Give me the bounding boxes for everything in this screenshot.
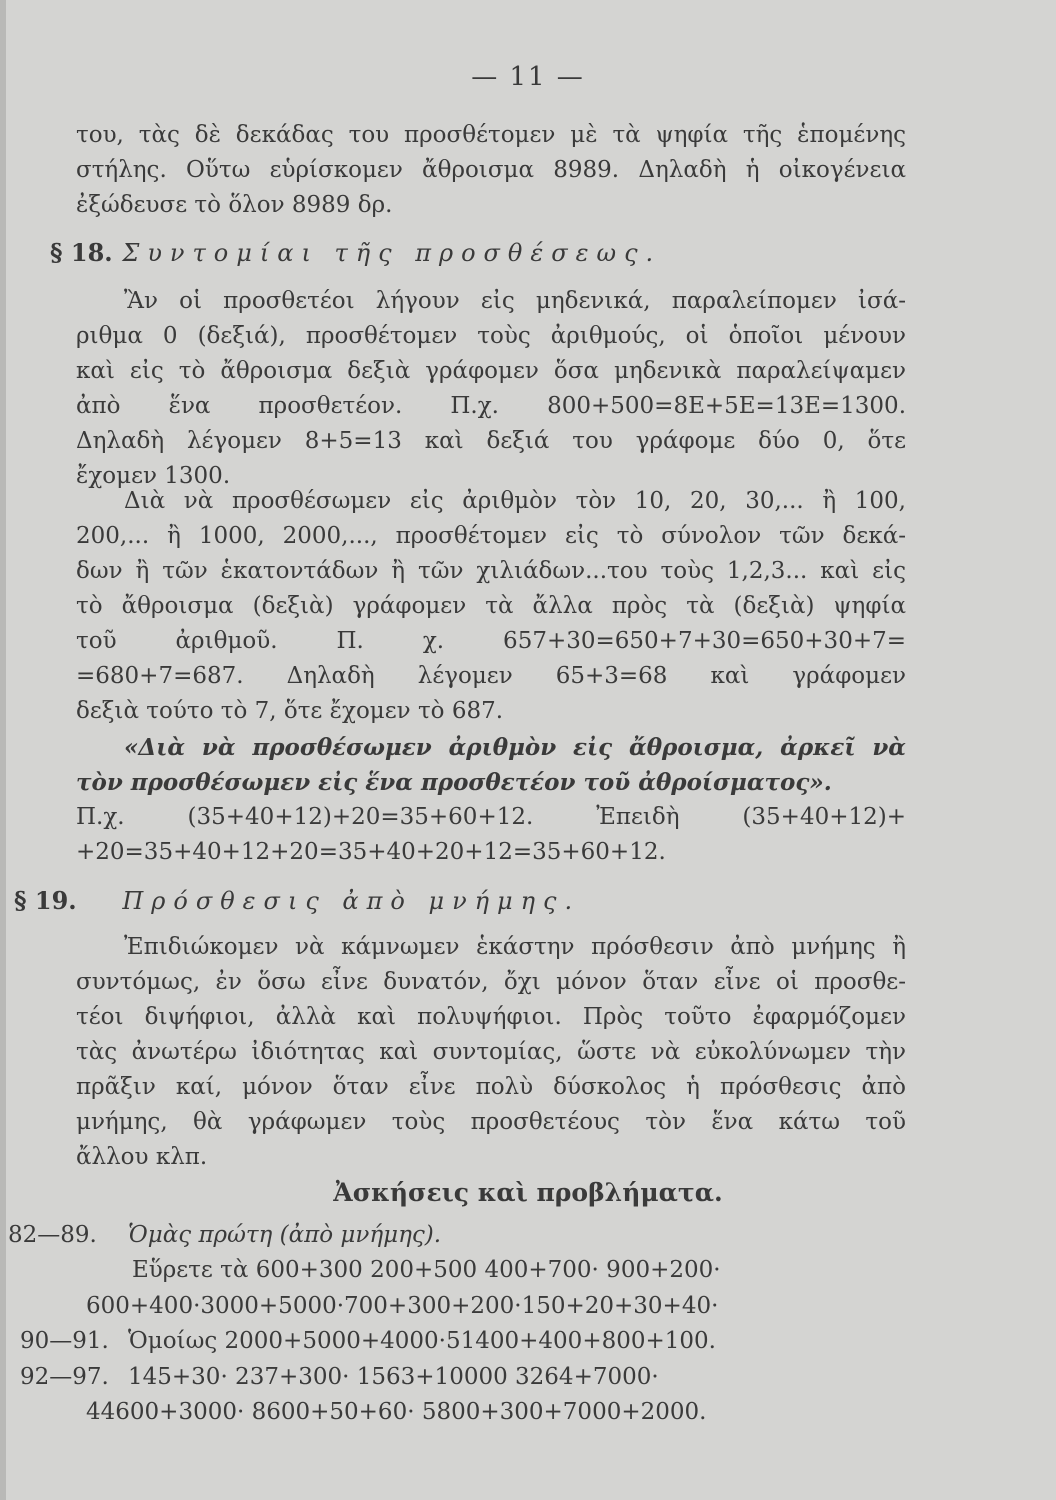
exercise-row [86, 1395, 706, 1429]
text-line: τοῦ ἀριθμοῦ. Π. χ. 657+30=650+7+30=650+30+7= [76, 628, 906, 654]
exercise-row [20, 1360, 659, 1394]
exercise-row [8, 1218, 441, 1252]
rule-line: τὸν προσθέσωμεν εἰς ἕνα προσθετέον τοῦ ἀθροίσματος». [76, 769, 832, 796]
text-line: πρᾶξιν καί, μόνον ὅταν εἶνε πολὺ δύσκολος ἡ πρόσθεσις ἀπὸ [76, 1074, 906, 1100]
addition-example [76, 800, 906, 870]
exercise-text: Εὕρετε τὰ 600+300 200+500 400+700· 900+200· [132, 1257, 721, 1283]
exercise-text: Ὁμοίως 2000+5000+4000·51400+400+800+100. [128, 1328, 716, 1354]
section-19-paragraph [76, 930, 906, 1175]
text-line: δεξιὰ τούτο τὸ 7, ὅτε ἔχομεν τὸ 687. [76, 698, 504, 724]
section-title: Πρόσθεσις ἀπὸ μνήμης. [122, 887, 581, 915]
exercise-row [86, 1289, 718, 1323]
text-line: καὶ εἰς τὸ ἄθροισμα δεξιὰ γράφομεν ὅσα μηδενικὰ παραλείψαμεν [76, 358, 906, 384]
exercise-text: 145+30· 237+300· 1563+10000 3264+7000· [128, 1364, 659, 1390]
text-line: τέοι διψήφιοι, ἀλλὰ καὶ πολυψήφιοι. Πρὸς τοῦτο ἐφαρμόζομεν [76, 1004, 906, 1030]
text-line: Ἂν οἱ προσθετέοι λήγουν εἰς μηδενικά, παραλείπομεν ἰσά- [124, 288, 906, 314]
text-line: Διὰ νὰ προσθέσωμεν εἰς ἀριθμὸν τὸν 10, 20, 30,... ἢ 100, [124, 488, 906, 514]
exercise-number: 82—89. [8, 1222, 97, 1248]
addition-rule [76, 730, 906, 800]
text-line: δων ἢ τῶν ἑκατοντάδων ἢ τῶν χιλιάδων...του τοὺς 1,2,3... καὶ εἰς [76, 558, 906, 584]
text-line: ἔχομεν 1300. [76, 463, 231, 489]
text-line: τὰς ἀνωτέρω ἰδιότητας καὶ συντομίας, ὥστε νὰ εὐκολύνωμεν τὴν [76, 1039, 906, 1065]
section-19-heading [14, 886, 580, 915]
rule-line: «Διὰ νὰ προσθέσωμεν ἀριθμὸν εἰς ἄθροισμα, ἀρκεῖ νὰ [124, 734, 906, 761]
text-line: ἐξώδευσε τὸ ὅλον 8989 δρ. [76, 192, 393, 218]
exercise-row [132, 1253, 721, 1287]
section-number: § 19. [14, 886, 77, 915]
section-18-paragraph-2 [76, 484, 906, 729]
exercise-text: 600+400·3000+5000·700+300+200·150+20+30+40· [86, 1293, 719, 1319]
section-18-paragraph-1 [76, 284, 906, 494]
text-line: στήλης. Οὕτω εὑρίσκομεν ἄθροισμα 8989. Δηλαδὴ ἡ οἰκογένεια [76, 157, 906, 183]
exercises-heading: Ἀσκήσεις καὶ προβλήματα. [333, 1178, 723, 1207]
section-18-heading [50, 238, 661, 267]
text-line: μνήμης, θὰ γράφωμεν τοὺς προσθετέους τὸν ἕνα κάτω τοῦ [76, 1109, 906, 1135]
intro-paragraph [76, 118, 906, 223]
text-line: ἄλλου κλπ. [76, 1144, 208, 1170]
exercise-number: 90—91. [20, 1328, 109, 1354]
text-line: Δηλαδὴ λέγομεν 8+5=13 καὶ δεξιά του γράφομε δύο 0, ὅτε [76, 428, 906, 454]
page-number: — 11 — [471, 62, 585, 92]
page-edge-shadow [0, 0, 6, 1500]
text-line: συντόμως, ἐν ὅσω εἶνε δυνατόν, ὄχι μόνον ὅταν εἶνε οἱ προσθε- [76, 969, 906, 995]
exercise-row [20, 1324, 716, 1358]
text-line: Π.χ. (35+40+12)+20=35+60+12. Ἐπειδὴ (35+40+12)+ [76, 804, 906, 830]
text-line: ἀπὸ ἕνα προσθετέον. Π.χ. 800+500=8Ε+5Ε=13Ε=1300. [76, 393, 906, 419]
exercise-number: 92—97. [20, 1364, 109, 1390]
text-line: +20=35+40+12+20=35+40+20+12=35+60+12. [76, 839, 666, 865]
text-line: ριθμα 0 (δεξιά), προσθέτομεν τοὺς ἀριθμούς, οἱ ὁποῖοι μένουν [76, 323, 906, 349]
section-number: § 18. [50, 238, 113, 267]
text-line: Ἐπιδιώκομεν νὰ κάμνωμεν ἑκάστην πρόσθεσιν ἀπὸ μνήμης ἢ [124, 934, 906, 960]
text-line: =680+7=687. Δηλαδὴ λέγομεν 65+3=68 καὶ γράφομεν [76, 663, 906, 689]
section-title: Συντομίαι τῆς προσθέσεως. [122, 239, 662, 267]
text-line: 200,... ἢ 1000, 2000,..., προσθέτομεν εἰς τὸ σύνολον τῶν δεκά- [76, 523, 906, 549]
exercise-text: Ὁμὰς πρώτη (ἀπὸ μνήμης). [128, 1222, 442, 1248]
exercise-text: 44600+3000· 8600+50+60· 5800+300+7000+2000. [86, 1399, 707, 1425]
text-line: τὸ ἄθροισμα (δεξιὰ) γράφομεν τὰ ἄλλα πρὸς τὰ (δεξιὰ) ψηφία [76, 593, 906, 619]
text-line: του, τὰς δὲ δεκάδας του προσθέτομεν μὲ τὰ ψηφία τῆς ἑπομένης [76, 122, 906, 148]
